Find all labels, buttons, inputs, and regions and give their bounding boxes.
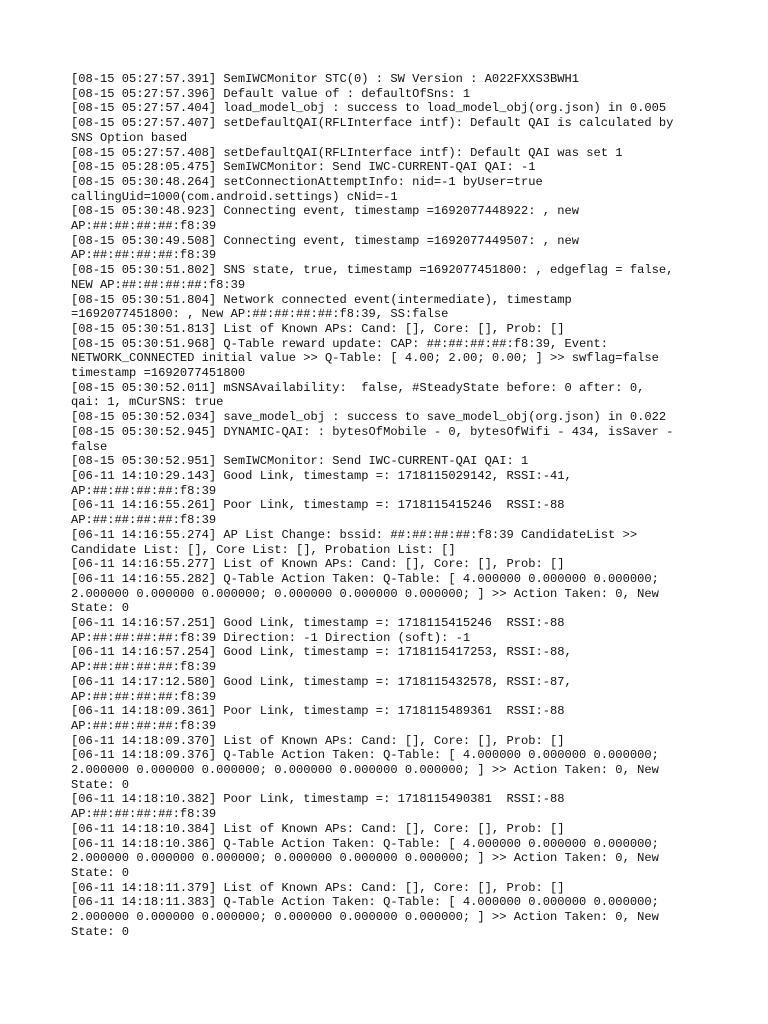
log-line: [08-15 05:27:57.391] SemIWCMonitor STC(0) : SW Version : A022FXXS3BWH1 [71, 72, 580, 86]
log-line: State: 0 [71, 601, 130, 616]
log-line: [06-11 14:18:10.386] Q-Table Action Taken: Q-Table: [ 4.000000 0.000000 0.000000; [71, 836, 659, 851]
log-line: [06-11 14:17:12.580] Good Link, timestamp =: 1718115432578, RSSI:-87, [71, 674, 572, 689]
log-line: AP:##:##:##:##:f8:39 Direction: -1 Direction (soft): -1 [71, 630, 471, 645]
log-line: =1692077451800: , New AP:##:##:##:##:f8:39, SS:false [71, 307, 449, 322]
log-line: [06-11 14:16:55.274] AP List Change: bssid: ##:##:##:##:f8:39 CandidateList >> [71, 527, 638, 542]
log-line: [08-15 05:30:48.264] setConnectionAttemptInfo: nid=-1 byUser=true [71, 174, 543, 189]
log-line: false [71, 439, 108, 454]
log-line: AP:##:##:##:##:f8:39 [71, 689, 217, 704]
log-line: [08-15 05:30:51.802] SNS state, true, timestamp =1692077451800: , edgeflag = false, [71, 263, 674, 278]
log-line: [06-11 14:16:55.277] List of Known APs: Cand: [], Core: [], Prob: [] [71, 557, 565, 572]
log-line: qai: 1, mCurSNS: true [71, 395, 224, 410]
log-line: AP:##:##:##:##:f8:39 [71, 219, 217, 234]
log-line: [08-15 05:30:48.923] Connecting event, timestamp =1692077448922: , new [71, 204, 580, 219]
log-line: 2.000000 0.000000 0.000000; 0.000000 0.000000 0.000000; ] >> Action Taken: 0, New [71, 910, 659, 925]
log-line: AP:##:##:##:##:f8:39 [71, 660, 217, 675]
log-line: [06-11 14:10:29.143] Good Link, timestamp =: 1718115029142, RSSI:-41, [71, 468, 572, 483]
log-line: [08-15 05:30:51.804] Network connected event(intermediate), timestamp [71, 292, 572, 307]
log-line: [08-15 05:28:05.475] SemIWCMonitor: Send IWC-CURRENT-QAI QAI: -1 [71, 160, 536, 175]
log-line: AP:##:##:##:##:f8:39 [71, 807, 217, 822]
log-line: 2.000000 0.000000 0.000000; 0.000000 0.000000 0.000000; ] >> Action Taken: 0, New [71, 586, 659, 601]
log-line: [06-11 14:18:09.370] List of Known APs: Cand: [], Core: [], Prob: [] [71, 733, 565, 748]
log-line: 2.000000 0.000000 0.000000; 0.000000 0.000000 0.000000; ] >> Action Taken: 0, New [71, 851, 659, 866]
log-document [71, 72, 711, 939]
log-line: [08-15 05:30:52.034] save_model_obj : success to save_model_obj(org.json) in 0.022 [71, 410, 667, 425]
log-line: NETWORK_CONNECTED initial value >> Q-Table: [ 4.00; 2.00; 0.00; ] >> swflag=false [71, 351, 659, 366]
log-line: [08-15 05:30:51.968] Q-Table reward update: CAP: ##:##:##:##:f8:39, Event: [71, 336, 609, 351]
log-line: [08-15 05:30:52.011] mSNSAvailability: false, #SteadyState before: 0 after: 0, [71, 380, 645, 395]
log-line: [08-15 05:30:52.951] SemIWCMonitor: Send IWC-CURRENT-QAI QAI: 1 [71, 454, 529, 469]
log-line: [08-15 05:27:57.404] load_model_obj : success to load_model_obj(org.json) in 0.005 [71, 101, 667, 116]
log-line: [06-11 14:16:57.251] Good Link, timestamp =: 1718115415246 RSSI:-88 [71, 616, 565, 631]
log-line: [08-15 05:27:57.408] setDefaultQAI(RFLInterface intf): Default QAI was set 1 [71, 145, 623, 160]
log-line: [08-15 05:27:57.396] Default value of : defaultOfSns: 1 [71, 86, 471, 101]
log-line: [06-11 14:16:55.282] Q-Table Action Taken: Q-Table: [ 4.000000 0.000000 0.000000; [71, 571, 659, 586]
log-line: AP:##:##:##:##:f8:39 [71, 483, 217, 498]
log-line: [06-11 14:18:09.361] Poor Link, timestamp =: 1718115489361 RSSI:-88 [71, 704, 565, 719]
log-line: [06-11 14:18:11.379] List of Known APs: Cand: [], Core: [], Prob: [] [71, 880, 565, 895]
log-line: [08-15 05:27:57.407] setDefaultQAI(RFLInterface intf): Default QAI is calculated by [71, 116, 674, 131]
log-line: [08-15 05:30:52.945] DYNAMIC-QAI: : bytesOfMobile - 0, bytesOfWifi - 434, isSaver - [71, 424, 674, 439]
log-line: SNS Option based [71, 130, 188, 145]
log-line: AP:##:##:##:##:f8:39 [71, 718, 217, 733]
log-line: [06-11 14:16:55.261] Poor Link, timestamp =: 1718115415246 RSSI:-88 [71, 498, 565, 513]
log-line: [06-11 14:18:10.384] List of Known APs: Cand: [], Core: [], Prob: [] [71, 821, 565, 836]
log-line: Candidate List: [], Core List: [], Probation List: [] [71, 542, 456, 557]
log-line: State: 0 [71, 924, 130, 939]
log-line: timestamp =1692077451800 [71, 366, 246, 381]
log-line: [06-11 14:16:57.254] Good Link, timestamp =: 1718115417253, RSSI:-88, [71, 645, 572, 660]
log-line: [06-11 14:18:09.376] Q-Table Action Taken: Q-Table: [ 4.000000 0.000000 0.000000; [71, 748, 659, 763]
log-line: AP:##:##:##:##:f8:39 [71, 248, 217, 263]
log-line: [06-11 14:18:11.383] Q-Table Action Taken: Q-Table: [ 4.000000 0.000000 0.000000; [71, 895, 659, 910]
log-line: callingUid=1000(com.android.settings) cNid=-1 [71, 189, 398, 204]
log-line: NEW AP:##:##:##:##:f8:39 [71, 277, 246, 292]
log-line: AP:##:##:##:##:f8:39 [71, 513, 217, 528]
log-line: State: 0 [71, 777, 130, 792]
log-line: [08-15 05:30:51.813] List of Known APs: Cand: [], Core: [], Prob: [] [71, 321, 565, 336]
log-line: State: 0 [71, 865, 130, 880]
log-line: 2.000000 0.000000 0.000000; 0.000000 0.000000 0.000000; ] >> Action Taken: 0, New [71, 763, 659, 778]
log-line: [08-15 05:30:49.508] Connecting event, timestamp =1692077449507: , new [71, 233, 580, 248]
log-line: [06-11 14:18:10.382] Poor Link, timestamp =: 1718115490381 RSSI:-88 [71, 792, 565, 807]
